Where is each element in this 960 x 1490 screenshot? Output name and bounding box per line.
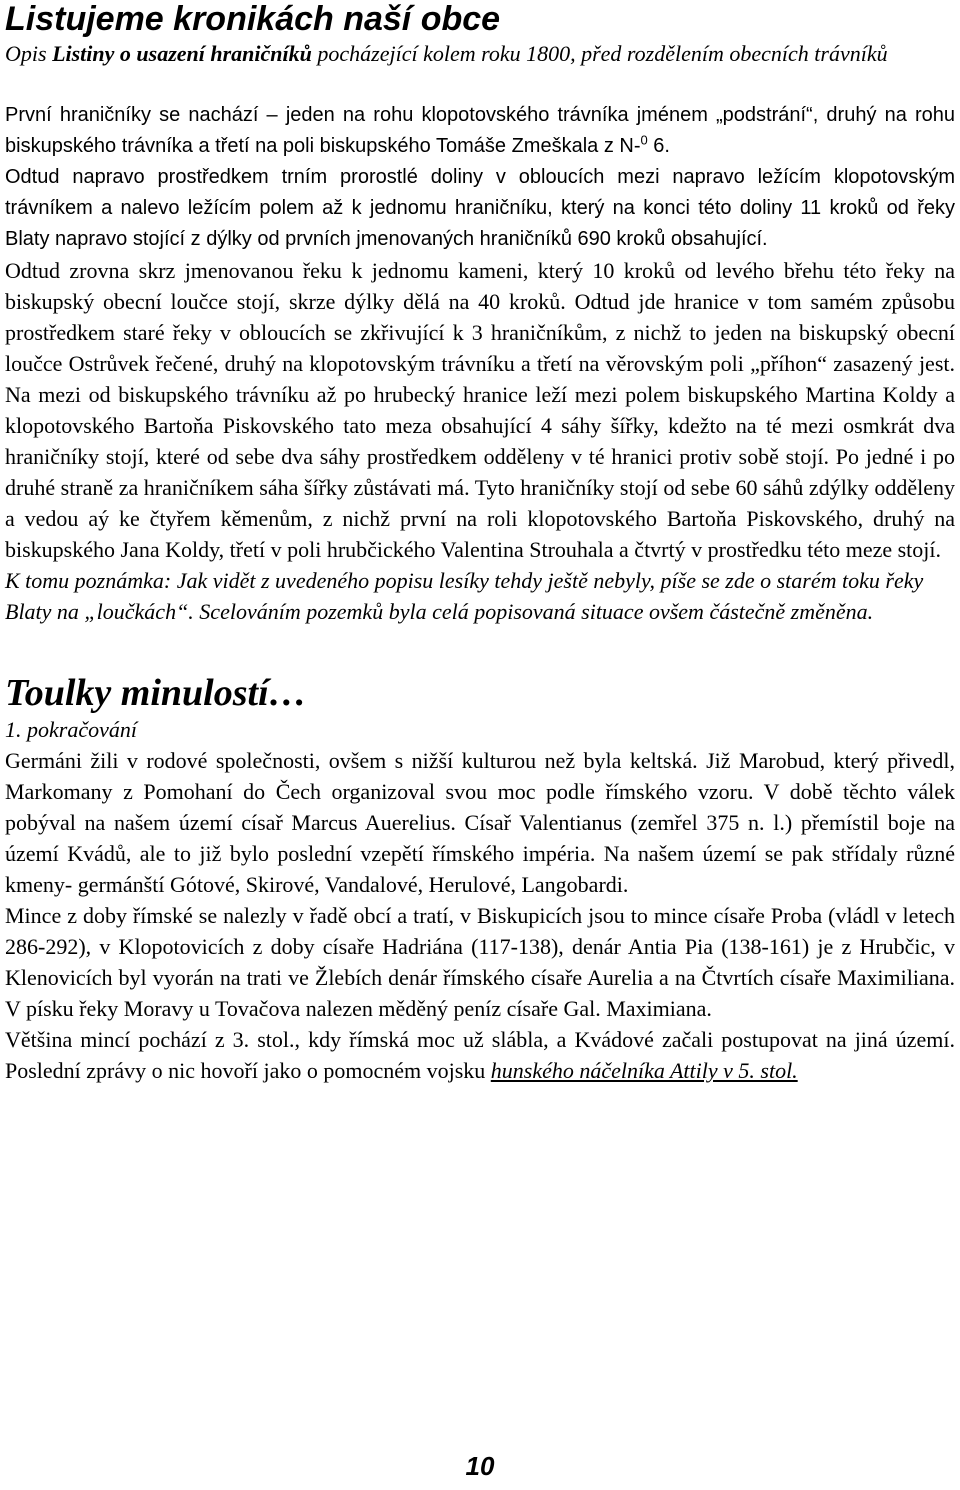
- note-paragraph: K tomu poznámka: Jak vidět z uvedeného popisu lesíky tehdy ještě nebyly, píše se zde o starém toku řeky Blaty na „loučkách“. Scelováním pozemků byla celá popisovaná situace ovšem částečně změněna.: [5, 568, 924, 624]
- article-title: Listujeme kronikách naší obce: [5, 0, 501, 38]
- paragraph-text: Většina mincí pochází z 3. stol., kdy římská moc už slábla, a Kvádové začali postupovat na jiná území. Poslední zprávy o nic hovoří jako o pomocném vojsku: [5, 1027, 955, 1083]
- subtitle-text: Opis: [5, 41, 53, 66]
- page-number: 10: [465, 1451, 495, 1481]
- page-content: [5, 0, 955, 1086]
- paragraph: Odtud zrovna skrz jmenovanou řeku k jednomu kameni, který 10 kroků od levého břehu této řeky na biskupský obecní loučce stojí, skrze dýlky dělá na 40 kroků. Odtud jde hranice v tom samém způsobu prostředkem staré řeky v obloucích se zkřivující k 3 hraničníkům, z nichž to jeden na biskupský obecní loučce Ostrůvek řečené, druhý na klopotovským trávníku a třetí na věrovským poli „příhon“ zasazený jest. Na mezi od biskupského trávníku až po hrubecký hranice leží mezi polem biskupského Martina Koldy a klopotovského Bartoňa Piskovského tato meza obsahující 4 sáhy šířky, kdežto na té mezi osmkrát dva hraničníky stojí, které od sebe dva sáhy prostředkem odděleny v té hranici protiv sobě stojí. Po jedné i po druhé straně za hraničníkem sáha šířky zůstávati má. Tyto hraničníky stojí od sebe 60 sáhů zdýlky odděleny a vedou aý ke čtyřem kěmenům, z nichž první na roli klopotovského Bartoňa Piskovského, druhý na biskupského Jana Koldy, třetí v poli hrubčického Valentina Strouhala a čtvrtý v prostředku této meze stojí.: [5, 258, 955, 562]
- superscript: 0: [640, 132, 648, 148]
- paragraph: Odtud napravo prostředkem trním prorostlé doliny v obloucích mezi napravo ležícím klopotovským trávníkem a nalevo ležícím polem až k jednomu hraničníku, který na konci této doliny 11 kroků od řeky Blaty napravo stojící z dýlky od prvních jmenovaných hraničníků 690 kroků obsahující.: [5, 166, 955, 250]
- paragraph: Mince z doby římské se nalezly v řadě obcí a tratí, v Biskupicích jsou to mince císaře Proba (vládl v letech 286-292), v Klopotovicích z doby císaře Hadriána (117-138), denár Antia Pia (138-161) je z Hrubčic, v Klenovicích byl vyorán na trati ve Žlebích denár římského císaře Aurelia a na Čtvrtích císaře Maximiliana. V písku řeky Moravy u Tovačova nalezen měděný peníz císaře Gal. Maximiana.: [5, 903, 955, 1021]
- article-subtitle: [5, 38, 955, 69]
- paragraph: [5, 1024, 955, 1086]
- subtitle-bold-text: Listiny o usazení hraničníků: [52, 41, 312, 66]
- spacer: [5, 69, 955, 100]
- paragraph: Germáni žili v rodové společnosti, ovšem s nižší kulturou než byla keltská. Již Marobud, který přivedl, Markomany z Pomohaní do Čech organizoval svou moc podle římského vzoru. V době těchto válek pobýval na našem území císař Marcus Auerelius. Císař Valentianus (zemřel 375 n. l.) přemístil boje na území Kvádů, ale to již bylo poslední vzepětí římského impéria. Na našem území se pak střídaly různé kmeny- germánští Gótové, Skirové, Vandalové, Herulové, Langobardi.: [5, 748, 955, 897]
- part-label: 1. pokračování: [5, 717, 137, 742]
- paragraph: [5, 100, 955, 162]
- underlined-text: hunského náčelníka Attily v 5. stol.: [490, 1058, 798, 1083]
- paragraph-text-end: 6.: [647, 135, 670, 157]
- subtitle-text-end: pocházející kolem roku 1800, před rozdělením obecních trávníků: [311, 41, 888, 66]
- section-title: Toulky minulostí…: [5, 672, 307, 714]
- paragraph-text: První hraničníky se nachází – jeden na rohu klopotovského trávníka jménem „podstrání“, druhý na rohu biskupského trávníka a třetí na poli biskupského Tomáše Zmeškala z N-: [5, 104, 955, 157]
